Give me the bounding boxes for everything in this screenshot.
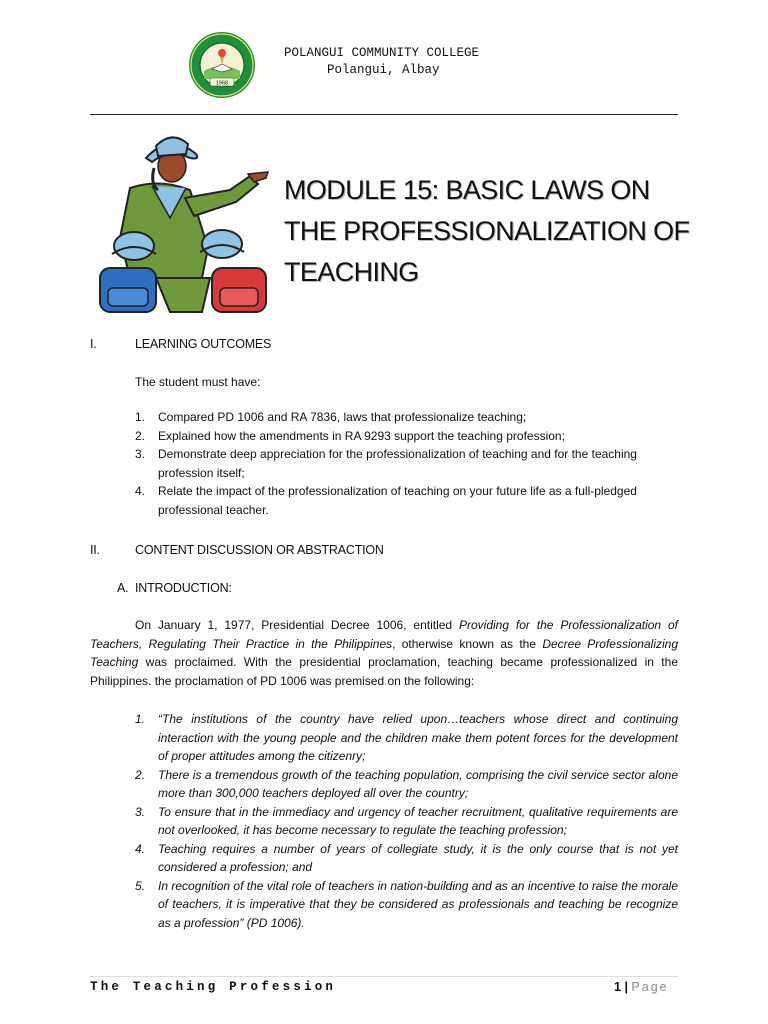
section-number: II. [90,543,100,557]
footer-course-title: The Teaching Profession [90,980,337,994]
college-location: Polangui, Albay [327,63,440,77]
logo-year: 1968 [215,80,229,87]
module-title [284,170,704,293]
header-divider [90,114,678,115]
outcomes-list [135,408,678,519]
module-title-line-1: MODULE 15: BASIC LAWS ON [284,175,650,205]
list-item: 4. Relate the impact of the professionalization of teaching on your future life as a full-pledged professional teacher. [135,484,637,517]
list-item: 1. “The institutions of the country have relied upon…teachers whose direct and continuing interaction with the young people and the children make them potent forces for the development of proper attitudes among the citizenry; [135,712,678,763]
list-item: 3. To ensure that in the immediacy and urgency of teacher recruitment, qualitative requirements are not overlooked, it has become necessary to regulate the teaching profession; [135,804,678,837]
list-item: 5. In recognition of the vital role of teachers in nation-building and as an incentive to raise the morale of teachers, it is imperative that they be considered as professionals and teaching be recognize as a profession” (PD 1006). [135,878,678,930]
module-title-line-3: TEACHING [284,257,419,287]
list-item: 2. Explained how the amendments in RA 9293 support the teaching profession; [135,428,565,443]
section-label: LEARNING OUTCOMES [135,337,272,351]
list-item: 1. Compared PD 1006 and RA 7836, laws that professionalize teaching; [135,410,527,424]
college-header [284,45,584,79]
list-item: 2. There is a tremendous growth of the teaching population, comprising the civil service sector alone more than 300,000 teachers deployed all over the country; [135,767,678,800]
section-label: CONTENT DISCUSSION OR ABSTRACTION [135,543,384,557]
introduction-paragraph: On January 1, 1977, Presidential Decree 1006, entitled Providing for the Professionalization of Teachers, Regulating Their Practice in the Philippines, otherwise known as the Decree Professionalizing Teaching was proclaimed. With the presidential proclamation, teaching became professionalized in the Philippines. the proclamation of PD 1006 was premised on the following: [90,618,679,688]
list-item: 4. Teaching requires a number of years of collegiate study, it is the only course that is not yet considered a profession; and [135,841,678,874]
premises-list [135,710,678,932]
teacher-students-clipart-icon [90,128,270,320]
college-name: POLANGUI COMMUNITY COLLEGE [284,46,480,60]
subsection-heading-introduction [117,579,232,598]
subsection-label: INTRODUCTION: [135,581,232,595]
footer-page-indicator [614,980,669,994]
page-separator: | [624,980,628,994]
section-number: I. [90,337,97,351]
list-item: 3. Demonstrate deep appreciation for the professionalization of teaching and for the teaching profession itself; [135,447,637,480]
page-word: Page [631,980,669,994]
decree-alias-italic: Decree Professionalizing Teaching [90,636,679,669]
outcomes-intro: The student must have: [135,375,261,389]
module-title-line-2: THE PROFESSIONALIZATION OF [284,216,690,246]
footer-divider [90,976,678,977]
college-logo-icon [188,31,256,99]
decree-title-italic: Providing for the Professionalization of Teachers, Regulating Their Practice in the Philippines [90,618,678,651]
page-number: 1 [614,980,621,994]
subsection-letter: A. [117,581,129,595]
